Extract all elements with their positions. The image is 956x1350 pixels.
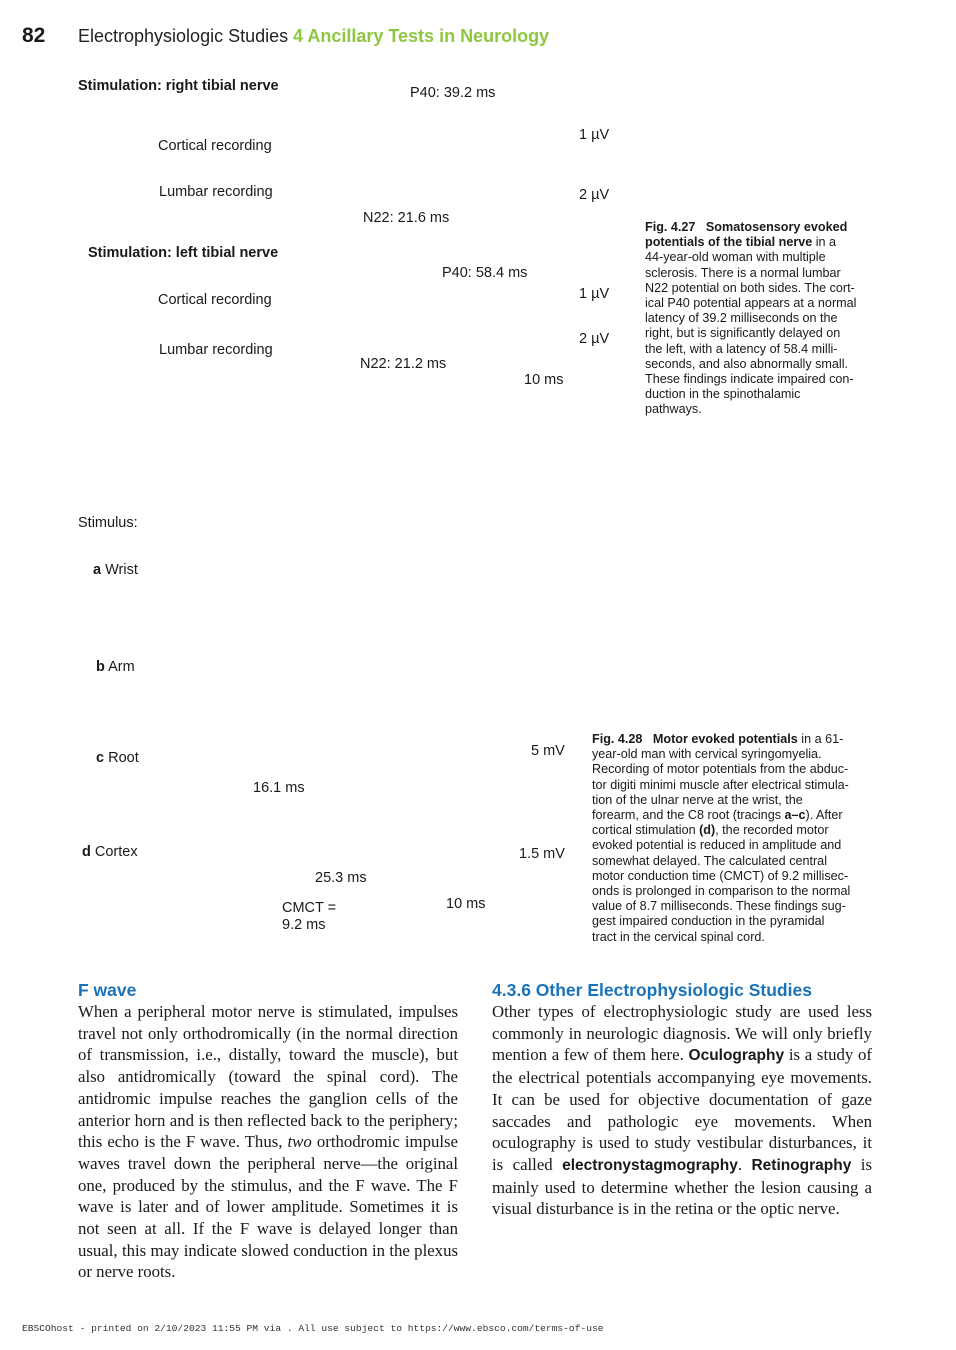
scale-1uv-left: 1 µV	[579, 286, 610, 302]
caption-line: evoked potential is reduced in amplitude and	[592, 838, 842, 853]
trace-b-label: b Arm	[96, 659, 135, 675]
section-4-3-6-paragraph: Other types of electrophysiologic study are used less commonly in neurologic diagnosis. We will only briefly mention a few of them here. Oculography is a study of the electrical potentials accompanying eye movements. It can be used for objective documentation of gaze saccades and pathologic eye movements. When oculography is used to study vestibular disturbances, it is called electronystagmography. Retinography is mainly used to determine whether the lesion causing a visual disturbance is in the retina or the optic nerve.	[492, 1002, 872, 1219]
lumbar-recording-left-label: Lumbar recording	[159, 342, 273, 358]
caption-line: N22 potential on both sides. The cort-	[645, 280, 855, 295]
caption-line: the left, with a latency of 58.4 milli-	[645, 341, 838, 356]
caption-line: right, but is significantly delayed on	[645, 326, 841, 341]
caption-line: forearm, and the C8 root (tracings a–c). After	[592, 808, 843, 823]
stimulus-label: Stimulus:	[78, 515, 138, 531]
n22-left-label: N22: 21.2 ms	[360, 356, 447, 372]
figure-4-27-label: Fig. 4.27	[645, 220, 696, 234]
figure-4-28-caption	[592, 732, 882, 945]
caption-line: onds is prolonged in comparison to the normal	[592, 884, 851, 899]
running-section-title: Electrophysiologic Studies	[78, 26, 289, 46]
latency-16-1ms: 16.1 ms	[253, 780, 305, 796]
figure-4-27-caption	[645, 220, 885, 418]
lumbar-recording-right-label: Lumbar recording	[159, 184, 273, 200]
caption-text: in a 61-	[797, 732, 844, 746]
caption-line: gest impaired conduction in the pyramidal	[592, 914, 825, 929]
scale-5mv: 5 mV	[531, 743, 565, 759]
caption-line: 44-year-old woman with multiple	[645, 250, 826, 265]
caption-line: tor digiti minimi muscle after electrical stimula-	[592, 777, 849, 792]
trace-c-label: c Root	[96, 750, 139, 766]
trace-a-label: a Wrist	[93, 562, 138, 578]
cortical-recording-left-label: Cortical recording	[158, 292, 272, 308]
cmct-label-line1: CMCT =	[282, 900, 337, 916]
scale-1uv-right: 1 µV	[579, 127, 610, 143]
scale-1-5mv: 1.5 mV	[519, 846, 565, 862]
trace-d-label: d Cortex	[82, 844, 138, 860]
p40-left-label: P40: 58.4 ms	[442, 265, 528, 281]
caption-line: ical P40 potential appears at a normal	[645, 296, 857, 311]
caption-line: seconds, and also abnormally small.	[645, 356, 849, 371]
caption-line: latency of 39.2 milliseconds on the	[645, 311, 838, 326]
latency-25-3ms: 25.3 ms	[315, 870, 367, 886]
running-chapter-title: 4 Ancillary Tests in Neurology	[293, 26, 550, 46]
scale-2uv-left: 2 µV	[579, 331, 610, 347]
figure-4-27-title-tail: in a	[812, 235, 837, 250]
caption-line: These findings indicate impaired con-	[645, 372, 854, 387]
p40-right-label: P40: 39.2 ms	[410, 85, 496, 101]
caption-line: somewhat delayed. The calculated central	[592, 853, 827, 868]
caption-line: pathways.	[645, 402, 702, 417]
stim-right-label: Stimulation: right tibial nerve	[78, 78, 279, 94]
caption-line: duction in the spinothalamic	[645, 387, 801, 402]
caption-line: tract in the cervical spinal cord.	[592, 929, 765, 944]
caption-line: cortical stimulation (d), the recorded motor	[592, 823, 829, 838]
figure-4-27-title-line2: potentials of the tibial nerve	[645, 235, 813, 250]
cmct-label-line2: 9.2 ms	[282, 917, 326, 933]
caption-line: year-old man with cervical syringomyelia.	[592, 747, 822, 762]
figure-4-28-title: Motor evoked potentials	[652, 732, 798, 746]
caption-line: Recording of motor potentials from the abduc-	[592, 762, 849, 777]
f-wave-heading: F wave	[78, 980, 137, 1000]
cortical-recording-right-label: Cortical recording	[158, 138, 272, 154]
figure-4-27-title-line1: Somatosensory evoked	[705, 220, 848, 234]
stim-left-label: Stimulation: left tibial nerve	[88, 245, 279, 261]
caption-line: sclerosis. There is a normal lumbar	[645, 265, 841, 280]
time-scale-10ms: 10 ms	[524, 372, 564, 388]
figure-4-28-label: Fig. 4.28	[592, 732, 643, 746]
ebscohost-footer: EBSCOhost - printed on 2/10/2023 11:55 PM via . All use subject to https://www.ebsco.com/terms-of-use	[22, 1323, 604, 1334]
f-wave-paragraph: When a peripheral motor nerve is stimulated, impulses travel not only orthodromically (in the normal direction of transmission, i.e., distally, toward the muscle), but also antidromically (toward the spinal cord). The antidromic impulse reaches the ganglion cells of the anterior horn and is then reflected back to the periphery; this echo is the F wave. Thus, two orthodromic impulse waves travel down the peripheral nerve—the original one, produced by the stimulus, and the F wave. The F wave is later and of lower amplitude. Sometimes it is not seen at all. If the F wave is delayed longer than usual, this may indicate slowed conduction in the plexus or nerve roots.	[78, 1002, 459, 1282]
section-4-3-6-heading: 4.3.6 Other Electrophysiologic Studies	[492, 980, 812, 1000]
caption-line: value of 8.7 milliseconds. These findings sug-	[592, 899, 846, 914]
caption-line: motor conduction time (CMCT) of 9.2 millisec-	[592, 868, 849, 883]
n22-right-label: N22: 21.6 ms	[363, 210, 450, 226]
scale-2uv-right: 2 µV	[579, 187, 610, 203]
page-number: 82	[22, 24, 46, 47]
caption-line: tion of the ulnar nerve at the wrist, the	[592, 792, 803, 807]
time-scale-10ms-fig428: 10 ms	[446, 896, 486, 912]
